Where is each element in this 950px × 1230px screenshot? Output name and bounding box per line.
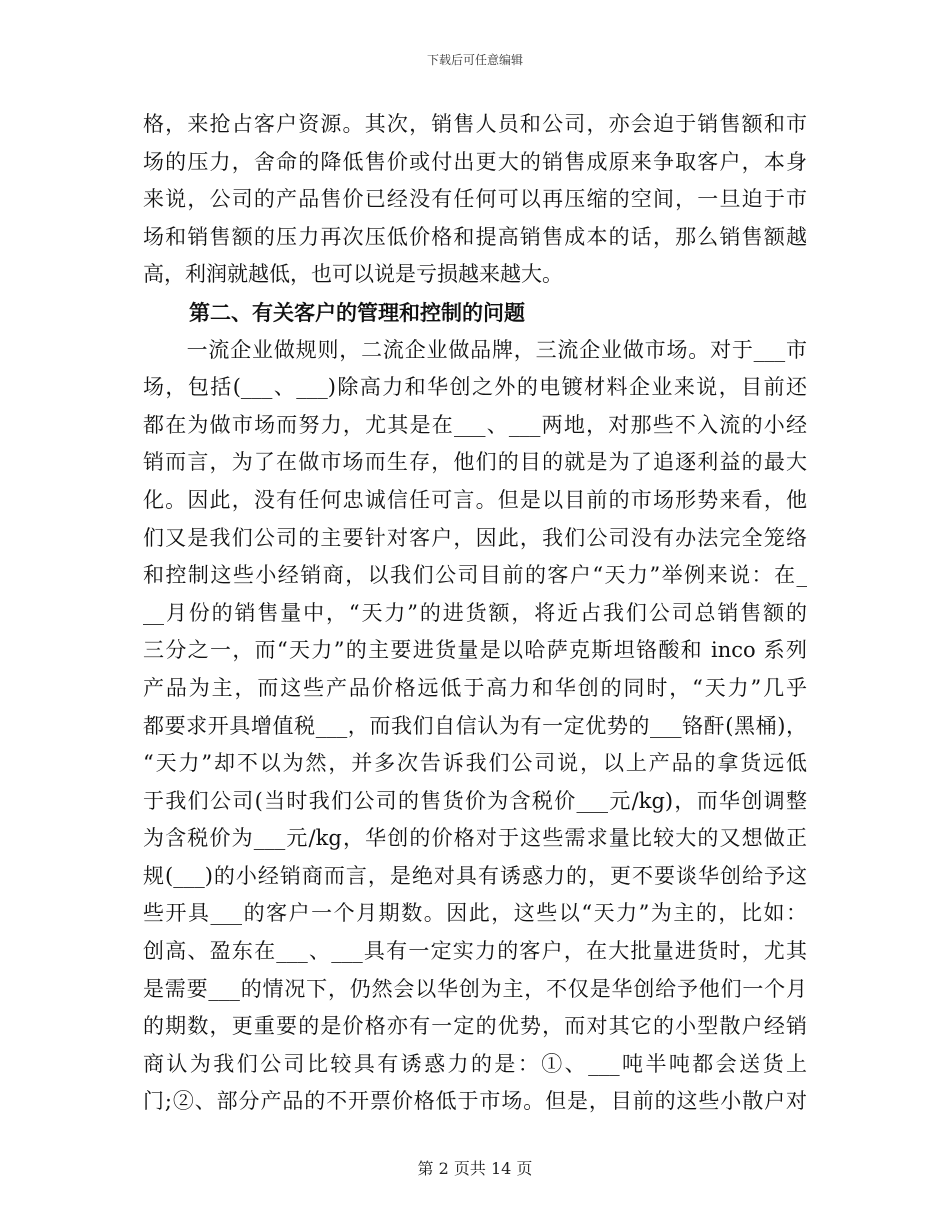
body-line: 场和销售额的压力再次压低价格和提高销售成本的话，那么销售额越: [143, 224, 807, 249]
body-line: 规(___)的小经销商而言，是绝对具有诱惑力的，更不要谈华创给予这: [143, 863, 807, 888]
body-line: 销而言，为了在做市场而生存，他们的目的就是为了追逐利益的最大: [143, 450, 807, 475]
body-line: 于我们公司(当时我们公司的售货价为含税价___元/kg)，而华创调整: [143, 788, 807, 813]
body-line: “天力”却不以为然，并多次告诉我们公司说，以上产品的拿货远低: [143, 751, 807, 776]
body-line: 都在为做市场而努力，尤其是在___、___两地，对那些不入流的小经: [143, 412, 807, 437]
body-line: 格，来抢占客户资源。其次，销售人员和公司，亦会迫于销售额和市: [143, 112, 807, 136]
body-line: 高，利润就越低，也可以说是亏损越来越大。: [143, 262, 563, 287]
body-line: 化。因此，没有任何忠诚信任可言。但是以目前的市场形势来看，他: [143, 487, 807, 512]
body-line: 的期数，更重要的是价格亦有一定的优势，而对其它的小型散户经销: [143, 1014, 807, 1039]
body-line: 场的压力，舍命的降低售价或付出更大的销售成原来争取客户，本身: [143, 149, 807, 174]
body-line: 一流企业做规则，二流企业做品牌，三流企业做市场。对于___市: [143, 337, 807, 362]
body-line: 和控制这些小经销商，以我们公司目前的客户“天力”举例来说：在_: [143, 563, 807, 588]
document-body: [143, 106, 807, 1121]
body-line: 场，包括(___、___)除高力和华创之外的电镀材料企业来说，目前还: [143, 375, 807, 400]
body-line: 些开具___的客户一个月期数。因此，这些以“天力”为主的，比如：: [143, 901, 807, 926]
section-heading: 第二、有关客户的管理和控制的问题: [189, 299, 525, 325]
body-line: 们又是我们公司的主要针对客户，因此，我们公司没有办法完全笼络: [143, 525, 807, 550]
body-line: 三分之一，而“天力”的主要进货量是以哈萨克斯坦铬酸和 inco 系列: [143, 638, 807, 663]
body-line: 产品为主，而这些产品价格远低于高力和华创的同时，“天力”几乎: [143, 675, 807, 700]
body-line: 都要求开具增值税___，而我们自信认为有一定优势的___铬酐(黑桶)，: [143, 713, 807, 738]
body-line: 为含税价为___元/kg，华创的价格对于这些需求量比较大的又想做正: [143, 826, 807, 851]
body-line: 是需要___的情况下，仍然会以华创为主，不仅是华创给予他们一个月: [143, 976, 807, 1001]
body-line: 创高、盈东在___、___具有一定实力的客户，在大批量进货时，尤其: [143, 939, 807, 964]
page-header: 下载后可任意编辑: [426, 53, 523, 67]
page-footer: 第 2 页共 14 页: [417, 1159, 533, 1178]
body-line: 商认为我们公司比较具有诱惑力的是：①、___吨半吨都会送货上: [143, 1051, 807, 1076]
body-line: 来说，公司的产品售价已经没有任何可以再压缩的空间，一旦迫于市: [143, 187, 807, 212]
body-line: 门;②、部分产品的不开票价格低于市场。但是，目前的这些小散户对: [143, 1089, 807, 1114]
body-line: __月份的销售量中，“天力”的进货额，将近占我们公司总销售额的: [143, 600, 807, 625]
